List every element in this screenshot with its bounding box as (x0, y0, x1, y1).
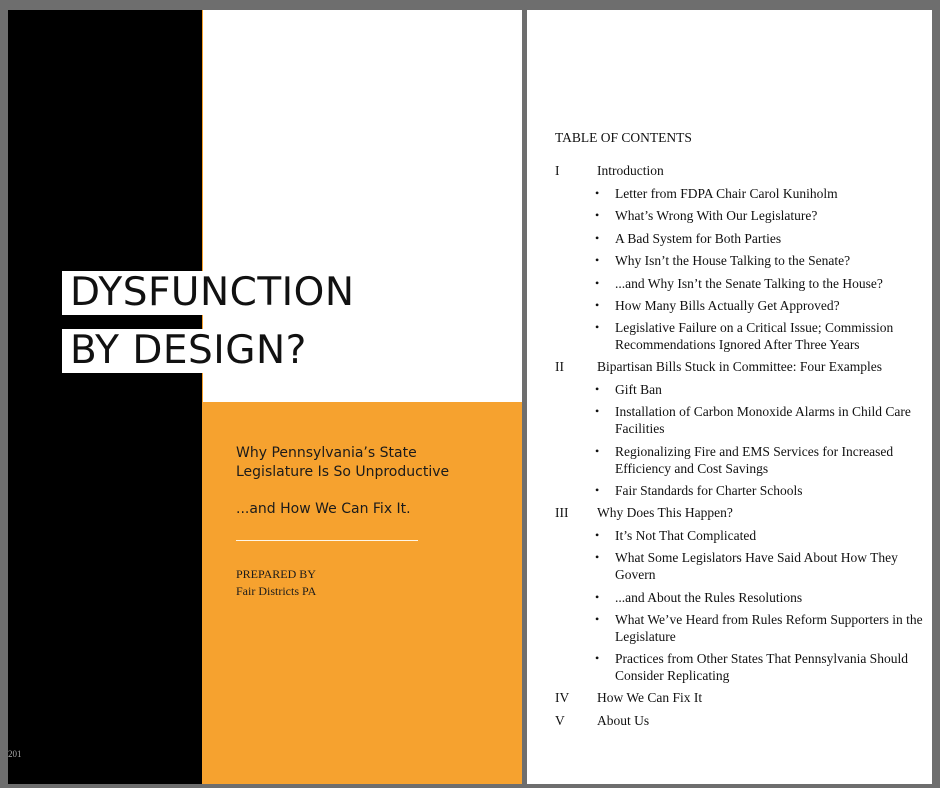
toc-section-numeral: III (555, 504, 569, 520)
toc-section (555, 687, 930, 709)
bullet-icon: • (595, 404, 600, 419)
cover-page (8, 10, 522, 784)
bullet-icon: • (595, 253, 600, 268)
bullet-icon: • (595, 651, 600, 666)
toc-item (555, 480, 930, 502)
toc-item-text: ...and Why Isn’t the Senate Talking to the House? (615, 275, 883, 291)
toc-item (555, 586, 930, 608)
bullet-icon: • (595, 186, 600, 201)
toc-item (555, 227, 930, 249)
bullet-icon: • (595, 589, 600, 604)
toc-section-numeral: II (555, 359, 564, 375)
toc-list (555, 160, 930, 732)
cover-title-line-2: BY DESIGN? (62, 329, 315, 373)
bullet-icon: • (595, 275, 600, 290)
cover-subtitle-line-2: Legislature Is So Unproductive (236, 464, 450, 480)
toc-item-text: Practices from Other States That Pennsylvania Should Consider Replicating (615, 651, 908, 684)
cover-black-band (8, 10, 202, 784)
bullet-icon: • (595, 208, 600, 223)
toc-item-text: Installation of Carbon Monoxide Alarms in Child Care Facilities (615, 404, 911, 437)
toc-item (555, 547, 930, 586)
toc-item-text: What’s Wrong With Our Legislature? (615, 208, 818, 224)
bullet-icon: • (595, 297, 600, 312)
toc-item (555, 440, 930, 479)
toc-item (555, 524, 930, 546)
bullet-icon: • (595, 550, 600, 565)
toc-section-numeral: IV (555, 690, 570, 706)
toc-item (555, 378, 930, 400)
bullet-icon: • (595, 527, 600, 542)
cover-subtitle-line-1: Why Pennsylvania’s State (236, 445, 417, 461)
bullet-icon: • (595, 230, 600, 245)
toc-item (555, 250, 930, 272)
bullet-icon: • (595, 382, 600, 397)
bullet-icon: • (595, 612, 600, 627)
toc-item (555, 272, 930, 294)
toc-item-text: It’s Not That Complicated (615, 527, 757, 543)
prepared-by-label: PREPARED BY (236, 567, 316, 581)
toc-item (555, 401, 930, 440)
toc-section (555, 502, 930, 524)
toc-page (527, 10, 932, 784)
toc-section-title: How We Can Fix It (597, 690, 703, 706)
toc-item-text: Fair Standards for Charter Schools (615, 483, 803, 499)
toc-section-numeral: V (555, 712, 565, 728)
toc-heading: TABLE OF CONTENTS (555, 130, 692, 145)
toc-item (555, 608, 930, 647)
toc-section (555, 160, 930, 182)
toc-section-numeral: I (555, 163, 560, 178)
toc-item (555, 294, 930, 316)
toc-item-text: What Some Legislators Have Said About How They Govern (615, 550, 898, 583)
toc-item-text: Regionalizing Fire and EMS Services for Increased Efficiency and Cost Savings (615, 443, 894, 476)
bullet-icon: • (595, 483, 600, 498)
toc-item (555, 648, 930, 687)
bullet-icon: • (595, 320, 600, 335)
toc-item-text: Legislative Failure on a Critical Issue; Commission Recommendations Ignored After Three Years (615, 320, 894, 353)
toc-item-text: How Many Bills Actually Get Approved? (615, 297, 840, 313)
toc-item-text: Gift Ban (615, 382, 662, 398)
toc-item-text: A Bad System for Both Parties (615, 230, 782, 246)
toc-section-title: About Us (597, 712, 650, 728)
toc-item-text: ...and About the Rules Resolutions (615, 589, 803, 605)
toc-section-title: Bipartisan Bills Stuck in Committee: Four Examples (597, 359, 882, 375)
bullet-icon: • (595, 443, 600, 458)
prepared-by-org: Fair Districts PA (236, 584, 317, 598)
toc-item-text: Why Isn’t the House Talking to the Senate? (615, 253, 851, 269)
cover-title-line-1: DYSFUNCTION (62, 271, 363, 315)
toc-section-title: Introduction (597, 163, 664, 178)
toc-section-title: Why Does This Happen? (597, 504, 733, 520)
toc-section (555, 710, 930, 732)
toc-item (555, 182, 930, 204)
toc-section (555, 356, 930, 378)
page-number: 201 (8, 749, 22, 759)
toc-item-text: What We’ve Heard from Rules Reform Supporters in the Legislature (615, 612, 923, 645)
cover-tagline: ...and How We Can Fix It. (236, 501, 411, 517)
toc-item (555, 317, 930, 356)
toc-item-text: Letter from FDPA Chair Carol Kuniholm (615, 186, 838, 202)
toc-item (555, 205, 930, 227)
cover-divider (236, 540, 418, 541)
